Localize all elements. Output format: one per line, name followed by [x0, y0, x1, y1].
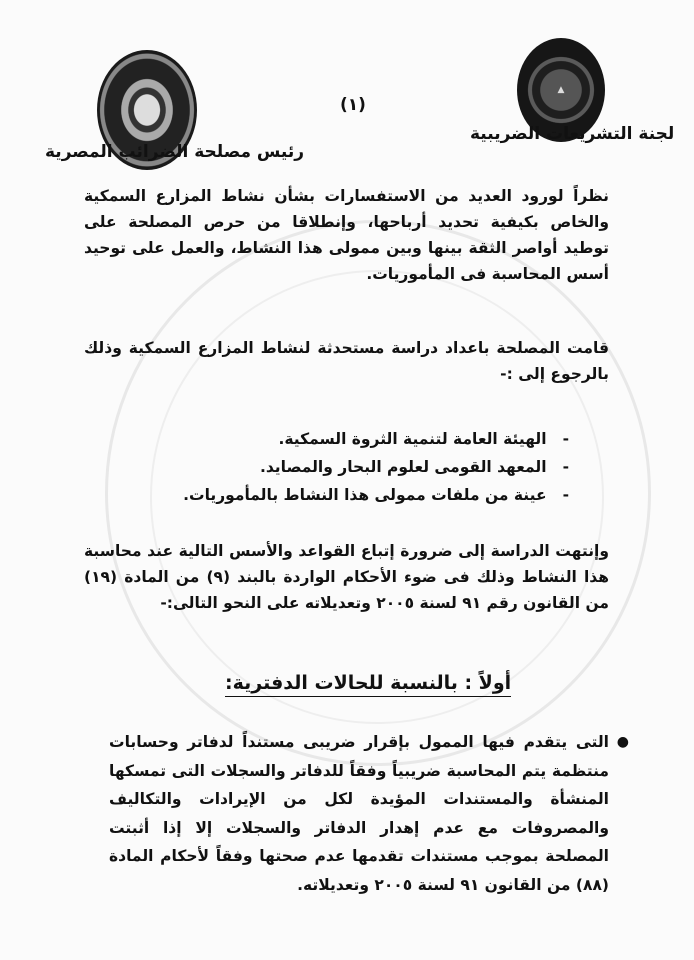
list-item: - عينة من ملفات ممولى هذا النشاط بالمأموريات.	[129, 481, 569, 509]
authority-head-title: رئيس مصلحة الضرائب المصرية	[45, 142, 305, 162]
page-number: (١)	[340, 95, 366, 115]
bullet-icon: ●	[616, 734, 629, 750]
bullet-paragraph	[109, 728, 629, 899]
list-item: - المعهد القومى لعلوم البحار والمصايد.	[129, 453, 569, 481]
section-heading: أولاً : بالنسبة للحالات الدفترية:	[225, 672, 511, 697]
study-paragraph: قامت المصلحة باعداد دراسة مستحدثة لنشاط المزارع السمكية وذلك بالرجوع إلى :-	[84, 339, 609, 383]
conclusion-paragraph: وإنتهت الدراسة إلى ضرورة إتباع القواعد والأسس التالية عند محاسبة هذا النشاط وذلك فى ضوء الأحكام الواردة بالبند (٩) من المادة (١٩) من القانون رقم ٩١ لسنة ٢٠٠٥ وتعديلاته على النحو التالى:-	[84, 542, 609, 612]
eagle-emblem-icon: ▲	[557, 85, 565, 95]
committee-title: لجنة التشريعات الضريبية	[470, 124, 675, 144]
building-emblem-icon: ●	[143, 105, 151, 115]
list-item: - الهيئة العامة لتنمية الثروة السمكية.	[129, 425, 569, 453]
intro-paragraph: نظراً لورود العديد من الاستفسارات بشأن نشاط المزارع السمكية والخاص بكيفية تحديد أرباحها، وإنطلاقا من حرص المصلحة على توطيد أواصر الثقة بينها وبين ممولى هذا النشاط، والعمل على توحيد أسس المحاسبة فى المأموريات.	[84, 187, 609, 283]
bullet-text: التى يتقدم فيها الممول بإقرار ضريبى مستنداً لدفاتر وحسابات منتظمة يتم المحاسبة ضريبياً وفقاً للدفاتر والسجلات التى تمسكها المنشأة والمستندات المؤيدة لكل من الإيرادات والتكاليف والمصروفات مع عدم إهدار الدفاتر والسجلات إلا إذا أثبتت المصلحة بموجب مستندات تقدمها عدم صحتها وفقاً لأحكام المادة (٨٨) من القانون ٩١ لسنة ٢٠٠٥ وتعديلاته.	[109, 733, 609, 894]
references-list	[129, 425, 569, 509]
